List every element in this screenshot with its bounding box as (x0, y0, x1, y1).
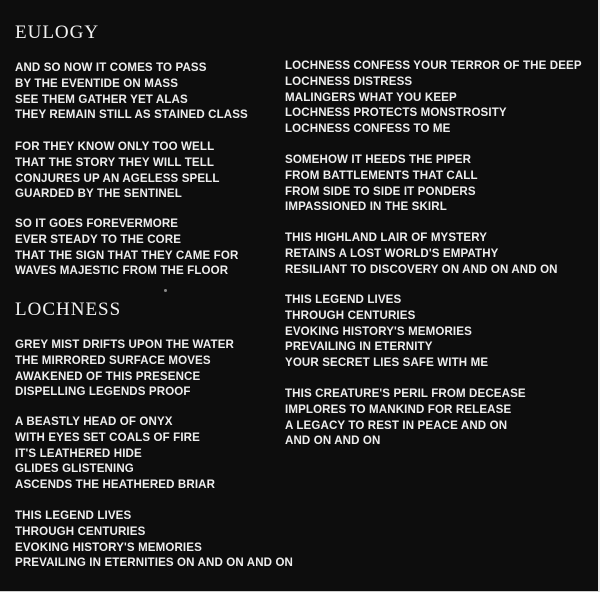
lochness-stanza-3 (15, 508, 314, 571)
lyric-line: SOMEHOW IT HEEDS THE PIPER (285, 152, 472, 166)
eulogy-stanza-2 (15, 139, 235, 202)
lyric-line: FROM BATTLEMENTS THAT CALL (285, 167, 478, 182)
lyric-line: PREVAILING IN ETERNITIES ON AND ON AND ON (15, 555, 294, 570)
lyric-line: LOCHNESS CONFESS TO ME (285, 121, 451, 136)
lyric-line: FOR THEY KNOW ONLY TOO WELL (15, 139, 215, 153)
lyric-line: IT'S LEATHERED HIDE (15, 445, 142, 460)
lyric-line: BY THE EVENTIDE ON MASS (15, 75, 179, 90)
lyric-line: AWAKENED OF THIS PRESENCE (15, 368, 201, 383)
lyric-line: EVER STEADY TO THE CORE (15, 231, 182, 246)
lyric-line: WAVES MAJESTIC FROM THE FLOOR (15, 263, 229, 278)
lyric-line: IMPLORES TO MANKIND FOR RELEASE (285, 401, 512, 416)
lyric-line: GLIDES GLISTENING (15, 461, 134, 476)
lyric-line: SO IT GOES FOREVERMORE (15, 216, 179, 230)
lyric-line: THIS CREATURE'S PERIL FROM DECEASE (285, 386, 526, 400)
lyric-line: IMPASSIONED IN THE SKIRL (285, 199, 447, 214)
lyric-line: EVOKING HISTORY'S MEMORIES (15, 539, 202, 554)
lyric-line: LOCHNESS PROTECTS MONSTROSITY (285, 105, 507, 120)
lyric-line: MALINGERS WHAT YOU KEEP (285, 89, 457, 104)
lyric-line: LOCHNESS DISTRESS (285, 73, 413, 88)
lyric-line: AND SO NOW IT COMES TO PASS (15, 60, 207, 74)
speck-decoration (164, 289, 167, 292)
lyric-line: AND ON AND ON (285, 433, 381, 448)
eulogy-stanza-3 (15, 216, 255, 279)
lyric-line: PREVAILING IN ETERNITY (285, 339, 433, 354)
lyric-line: WITH EYES SET COALS OF FIRE (15, 429, 200, 444)
lochness-title: LOCHNESS (15, 299, 122, 320)
lyric-line: SEE THEM GATHER YET ALAS (15, 91, 188, 106)
lyric-line: RETAINS A LOST WORLD'S EMPATHY (285, 245, 499, 260)
lyric-line: RESILIANT TO DISCOVERY ON AND ON AND ON (285, 261, 558, 276)
lyric-line: GREY MIST DRIFTS UPON THE WATER (15, 337, 235, 351)
right-stanza-2 (285, 152, 492, 215)
lyric-line: THAT THE SIGN THAT THEY CAME FOR (15, 247, 239, 262)
lochness-stanza-2 (15, 414, 230, 493)
lyric-line: A BEASTLY HEAD OF ONYX (15, 414, 173, 428)
eulogy-title: EULOGY (15, 22, 100, 43)
lochness-stanza-1 (15, 337, 251, 400)
lyric-line: THAT THE STORY THEY WILL TELL (15, 154, 215, 169)
lyric-line: THEY REMAIN STILL AS STAINED CLASS (15, 107, 248, 122)
lyric-line: THROUGH CENTURIES (285, 307, 416, 322)
eulogy-stanza-1 (15, 60, 265, 123)
lyric-line: YOUR SECRET LIES SAFE WITH ME (285, 355, 489, 370)
lyric-line: A LEGACY TO REST IN PEACE AND ON (285, 417, 508, 432)
lyric-line: CONJURES UP AN AGELESS SPELL (15, 170, 220, 185)
right-stanza-1 (285, 58, 600, 137)
lyric-line: LOCHNESS CONFESS YOUR TERROR OF THE DEEP (285, 58, 582, 72)
right-stanza-5 (285, 386, 544, 449)
right-stanza-3 (285, 230, 578, 277)
lyric-line: THIS HIGHLAND LAIR OF MYSTERY (285, 230, 488, 244)
lyric-line: FROM SIDE TO SIDE IT PONDERS (285, 183, 476, 198)
lyric-line: THIS LEGEND LIVES (15, 508, 132, 522)
lyric-line: THIS LEGEND LIVES (285, 292, 402, 306)
lyric-line: THROUGH CENTURIES (15, 523, 146, 538)
lyric-line: GUARDED BY THE SENTINEL (15, 186, 182, 201)
lyric-line: EVOKING HISTORY'S MEMORIES (285, 323, 472, 338)
lyric-line: DISPELLING LEGENDS PROOF (15, 384, 191, 399)
right-stanza-4 (285, 292, 503, 371)
lyric-line: ASCENDS THE HEATHERED BRIAR (15, 477, 216, 492)
lyric-line: THE MIRRORED SURFACE MOVES (15, 352, 211, 367)
